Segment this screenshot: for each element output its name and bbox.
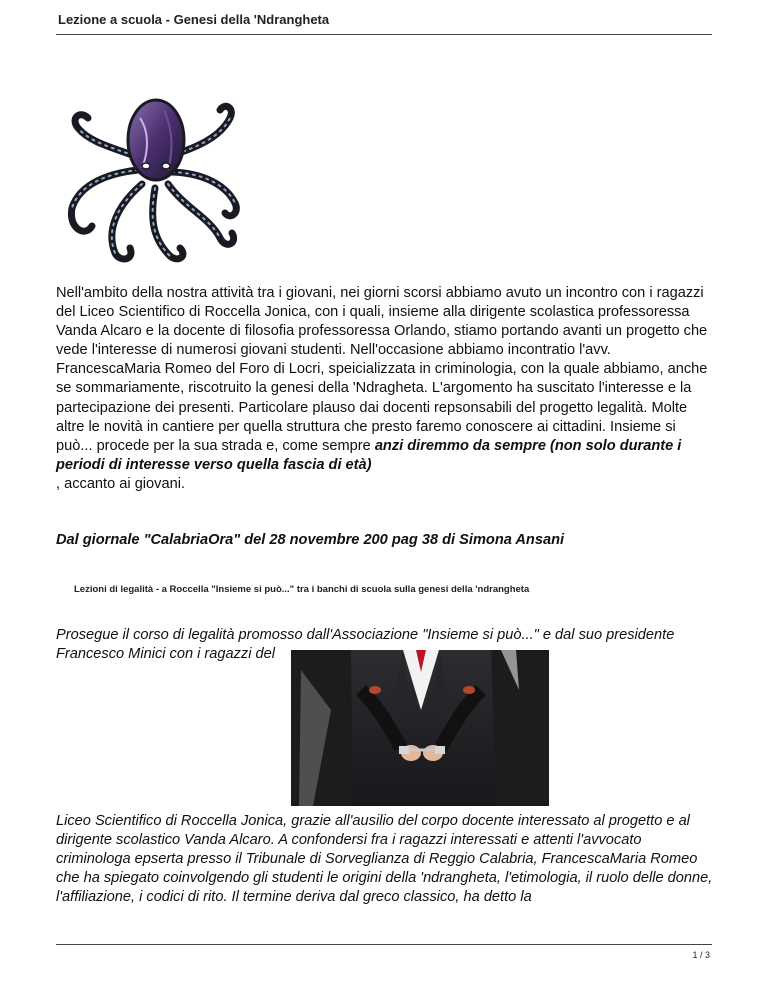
intro-paragraph-text: Nell'ambito della nostra attività tra i giovani, nei giorni scorsi abbiamo avuto un incontro con i ragazzi del Liceo Scientifico di Roccella Jonica, con i quali, insieme alla dirigente scolastica professoressa Vanda Alcaro e la docente di filosofia professoressa Orlando, stiamo portando avanti un progetto che vede l'interesse di numerosi giovani studenti. Nell'occasione abbiamo incontratio l'avv. FrancescaMaria Romeo del Foro di Locri, speicializzata in criminologia, con la quale abbiamo, anche se sommariamente, riscotruito la genesi della 'Ndragheta. L'argomento ha suscitato l'interesse e la partecipazione dei presenti. Particolare plauso dai docenti repsonsabili del progetto legalità. Molte altre le novità in cantiere per quella struttura che presto faremo conoscere ai cittadini. Insieme si può... procede per la sua strada e, come sempre: [56, 285, 708, 454]
octopus-illustration: [60, 88, 245, 268]
page-header-title: Lezione a scuola - Genesi della 'Ndrangheta: [58, 12, 330, 27]
handcuffed-men-photo: [291, 650, 549, 806]
header-divider: [56, 34, 712, 35]
intro-paragraph-end: , accanto ai giovani.: [56, 475, 185, 492]
article-body-paragraph: Liceo Scientifico di Roccella Jonica, grazie all'ausilio del corpo docente interessato al progetto e al dirigente scolastico Vanda Alcaro. A confondersi fra i ragazzi interessati e attenti l'avvocato criminologa epserta presso il Tribunale di Sorveglianza di Reggio Calabria, FrancescaMaria Romeo che ha spiegato coinvolgendo gli studenti le origini della 'ndrangheta, l'etimologia, il ruolo delle donne, l'affiliazione, i codici di rito. Il termine deriva dal greco classico, ha detto la: [56, 813, 713, 906]
intro-paragraph-emphasis: anzi diremmo da sempre (non solo durante i periodi di interesse verso quella fascia di età): [56, 437, 682, 473]
footer-divider: [56, 944, 712, 945]
article-subheading: Lezioni di legalità - a Roccella "Insieme si può..." tra i banchi di scuola sulla genesi della 'ndrangheta: [74, 584, 530, 595]
source-citation: Dal giornale "CalabriaOra" del 28 novembre 200 pag 38 di Simona Ansani: [56, 532, 565, 548]
article-lead-paragraph: Prosegue il corso di legalità promosso dall'Associazione "Insieme si può..." e dal suo presidente Francesco Minici con i ragazzi del: [56, 627, 675, 663]
intro-paragraph: [56, 284, 716, 494]
page-number: 1 / 3: [692, 950, 710, 960]
